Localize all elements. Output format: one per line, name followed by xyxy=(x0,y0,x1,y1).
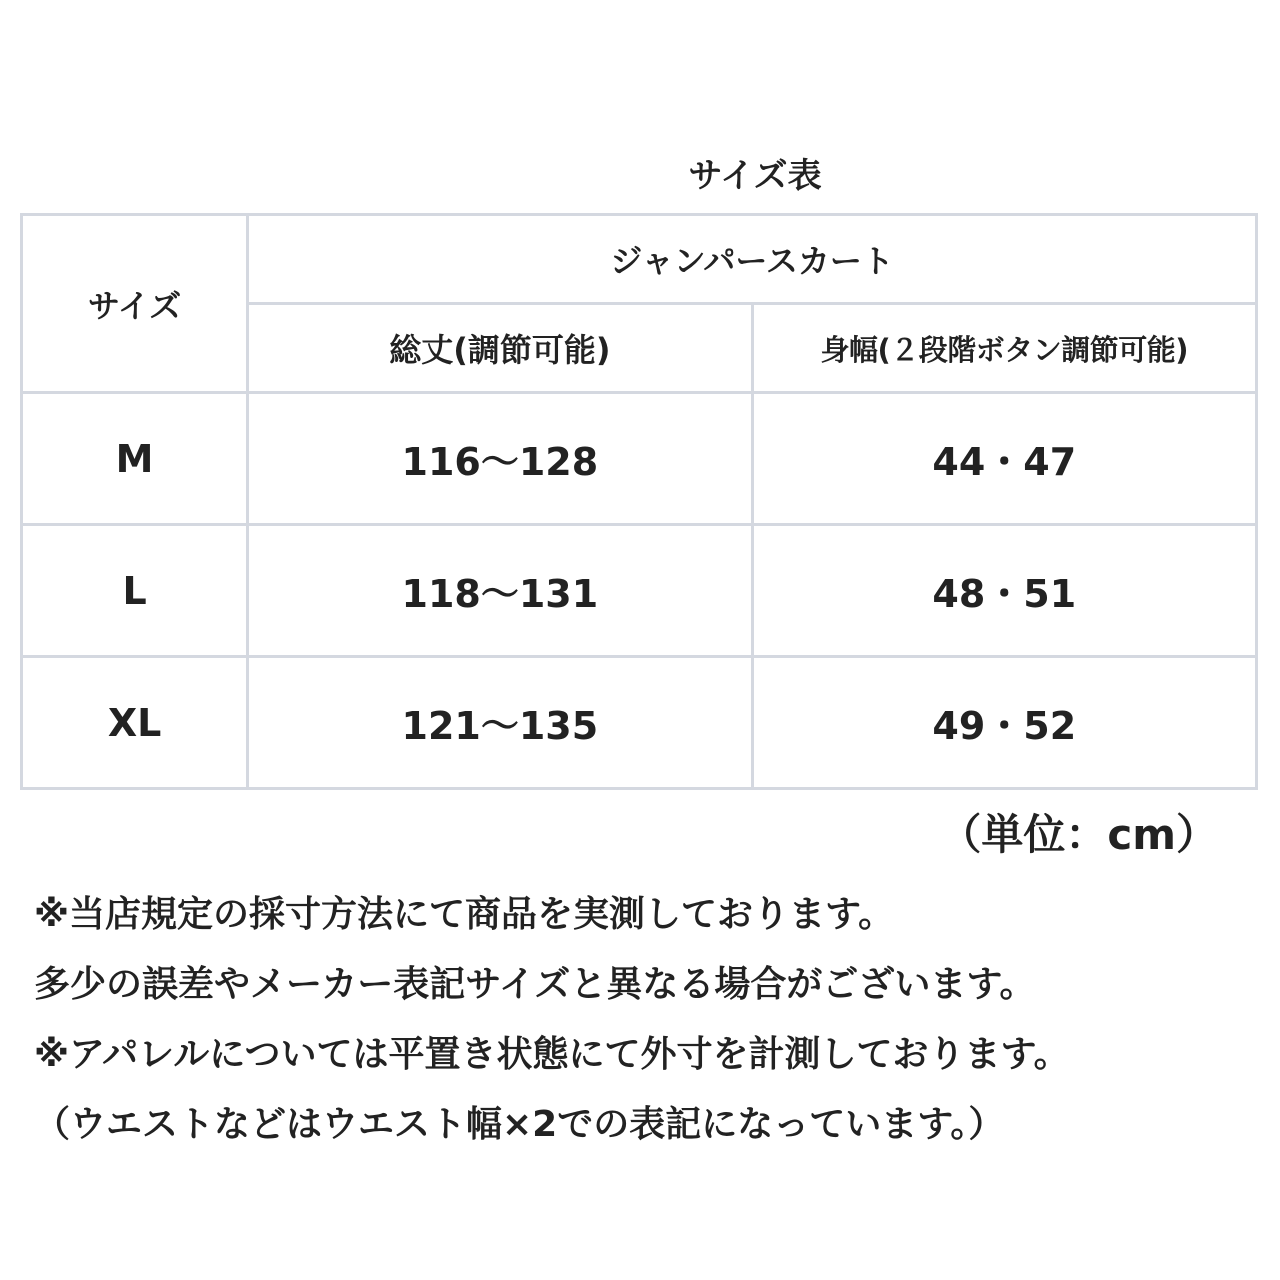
size-table xyxy=(20,213,1258,790)
width-cell: 48・51 xyxy=(752,525,1256,657)
table-row xyxy=(22,393,1257,525)
note-line: 多少の誤差やメーカー表記サイズと異なる場合がございます。 xyxy=(34,964,1036,1005)
size-cell: M xyxy=(22,393,248,525)
garment-group-header: ジャンパースカート xyxy=(248,215,1257,304)
width-cell: 49・52 xyxy=(752,657,1256,789)
note-line: ※アパレルについては平置き状態にて外寸を計測しております。 xyxy=(34,1034,1070,1075)
length-cell: 118〜131 xyxy=(248,525,752,657)
note-line: ※当店規定の採寸方法にて商品を実測しております。 xyxy=(34,894,895,935)
width-column-header: 身幅(２段階ボタン調節可能) xyxy=(752,304,1256,393)
length-cell: 121〜135 xyxy=(248,657,752,789)
size-cell: L xyxy=(22,525,248,657)
notes xyxy=(34,880,1264,1160)
table-row xyxy=(22,525,1257,657)
width-cell: 44・47 xyxy=(752,393,1256,525)
table-header-row xyxy=(22,215,1257,304)
length-column-header: 総丈(調節可能) xyxy=(248,304,752,393)
size-cell: XL xyxy=(22,657,248,789)
note-line: （ウエストなどはウエスト幅×2での表記になっています。） xyxy=(34,1104,1005,1145)
page-title: サイズ表 xyxy=(688,156,822,196)
table-row xyxy=(22,657,1257,789)
unit-note: （単位：cm） xyxy=(939,810,1218,859)
size-column-header: サイズ xyxy=(22,215,248,393)
length-cell: 116〜128 xyxy=(248,393,752,525)
